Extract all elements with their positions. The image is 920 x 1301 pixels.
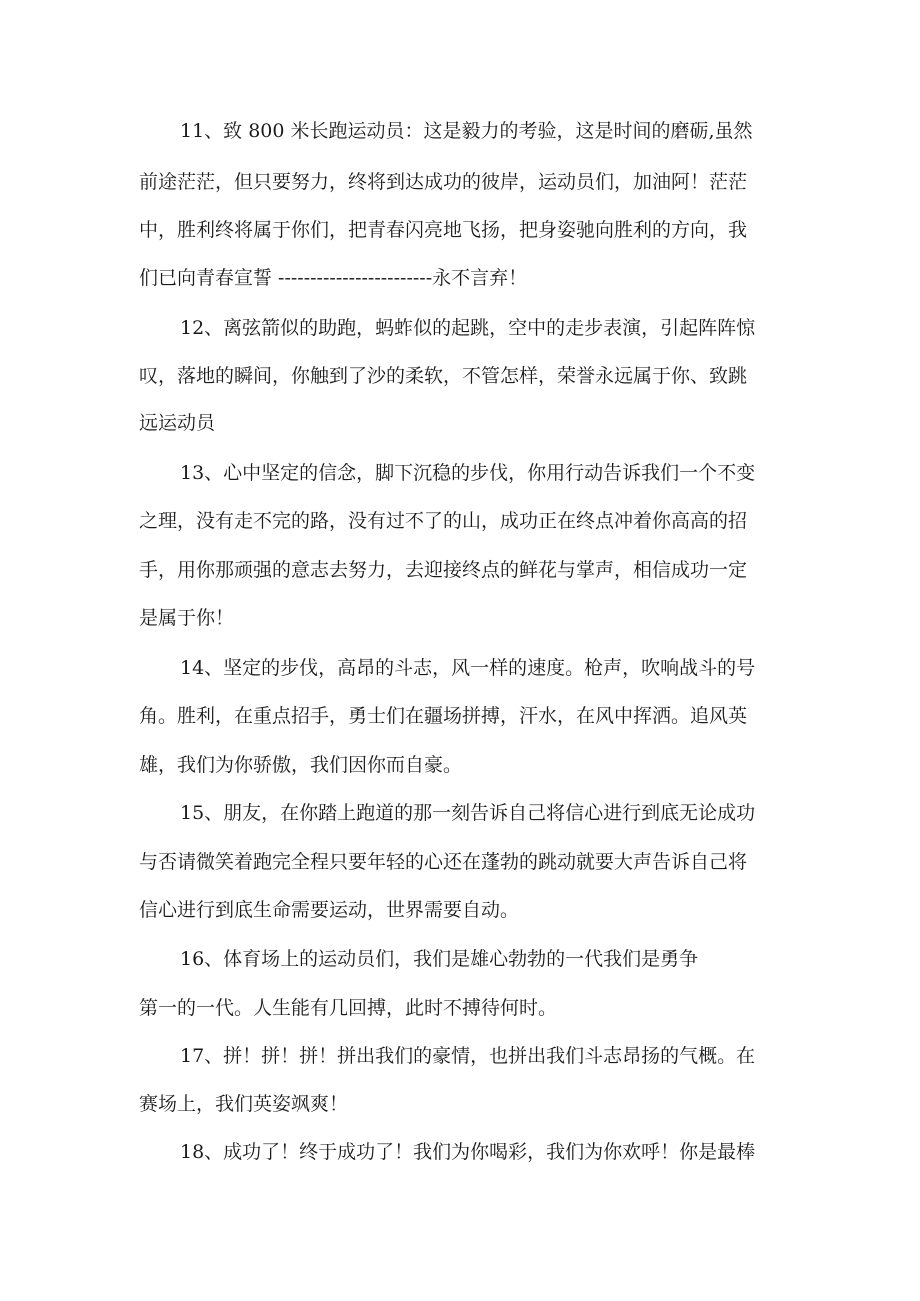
paragraph-16-line-1: 16、体育场上的运动员们，我们是雄心勃勃的一代我们是勇争 xyxy=(180,948,699,970)
paragraph-13-line-1: 13、心中坚定的信念，脚下沉稳的步伐，你用行动告诉我们一个不变 xyxy=(180,462,756,484)
paragraph-13-line-3: 手，用你那顽强的意志去努力，去迎接终点的鲜花与掌声，相信成功一定 xyxy=(139,559,748,581)
paragraph-12-line-3: 远运动员 xyxy=(139,412,216,434)
paragraph-15-line-2: 与否请微笑着跑完全程只要年轻的心还在蓬勃的跳动就要大声告诉自己将 xyxy=(139,851,748,873)
paragraph-15-line-3: 信心进行到底生命需要运动，世界需要自动。 xyxy=(139,899,520,921)
paragraph-11-line-1: 11、致 800 米长跑运动员：这是毅力的考验，这是时间的磨砺,虽然 xyxy=(180,120,753,142)
paragraph-17-line-1: 17、拼！拼！拼！拼出我们的豪情，也拼出我们斗志昂扬的气概。在 xyxy=(180,1045,756,1067)
paragraph-14-line-3: 雄，我们为你骄傲，我们因你而自豪。 xyxy=(139,754,463,776)
paragraph-13-line-2: 之理，没有走不完的路，没有过不了的山，成功正在终点冲着你高高的招 xyxy=(139,510,748,532)
paragraph-18-line-1: 18、成功了！终于成功了！我们为你喝彩，我们为你欢呼！你是最棒 xyxy=(180,1141,756,1163)
paragraph-14-line-1: 14、坚定的步伐，高昂的斗志，风一样的速度。枪声，吹响战斗的号 xyxy=(180,657,756,679)
paragraph-14-line-2: 角。胜利，在重点招手，勇士们在疆场拼搏，汗水，在风中挥洒。追风英 xyxy=(139,705,748,727)
paragraph-12-line-2: 叹，落地的瞬间，你触到了沙的柔软，不管怎样，荣誉永远属于你、致跳 xyxy=(139,365,748,387)
paragraph-11-line-4: 们已向青春宣誓 ------------------------永不言弃！ xyxy=(139,267,528,289)
paragraph-15-line-1: 15、朋友，在你踏上跑道的那一刻告诉自己将信心进行到底无论成功 xyxy=(180,802,756,824)
paragraph-16-line-2: 第一的一代。人生能有几回搏，此时不搏待何时。 xyxy=(139,997,558,1019)
paragraph-12-line-1: 12、离弦箭似的助跑，蚂蚱似的起跳，空中的走步表演，引起阵阵惊 xyxy=(180,317,756,339)
paragraph-11-line-3: 中，胜利终将属于你们，把青春闪亮地飞扬，把身姿驰向胜利的方向，我 xyxy=(139,219,748,241)
paragraph-17-line-2: 赛场上，我们英姿飒爽！ xyxy=(139,1093,349,1115)
paragraph-11-line-2: 前途茫茫，但只要努力，终将到达成功的彼岸，运动员们，加油阿！茫茫 xyxy=(139,171,748,193)
paragraph-13-line-4: 是属于你！ xyxy=(139,607,235,629)
